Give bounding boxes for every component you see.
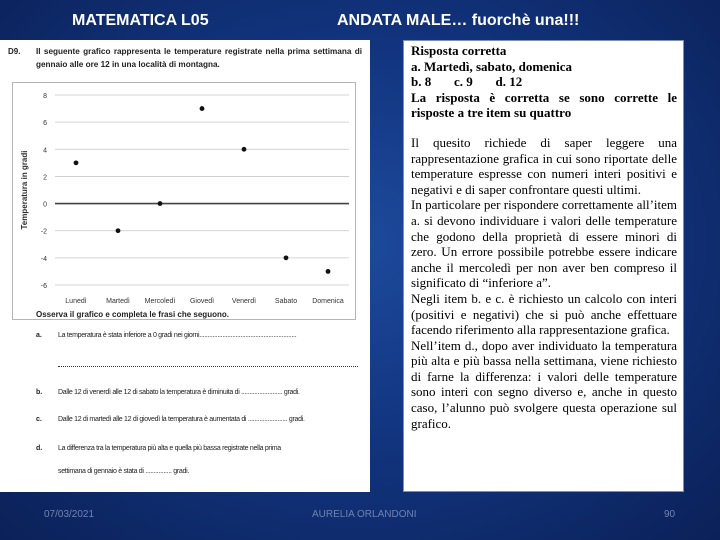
x-tick-label: Domenica bbox=[312, 298, 344, 305]
answer-paragraph-1: Il quesito richiede di saper leggere una rappresentazione grafica in cui sono riportate delle temperature espresse con numeri interi positivi e negativi e di saper confrontare questi ultimi. bbox=[411, 134, 677, 197]
temperature-chart bbox=[12, 82, 356, 320]
y-axis-label: Temperatura in gradi bbox=[20, 150, 29, 230]
data-point bbox=[74, 160, 79, 165]
data-point bbox=[200, 106, 205, 111]
question-panel bbox=[0, 40, 370, 492]
answer-line-a: a. Martedì, sabato, domenica bbox=[411, 58, 573, 74]
slide-title-right: ANDATA MALE… fuorchè una!!! bbox=[337, 12, 580, 29]
x-tick-label: Venerdì bbox=[231, 298, 257, 305]
data-point bbox=[116, 228, 121, 233]
y-tick-label: 2 bbox=[43, 174, 47, 182]
data-point bbox=[326, 269, 331, 274]
answer-paragraph-4: Nell’item d., dopo aver individuato la temperatura più alta e più bassa nella settimana, viene richiesto di farne la differenza: i valori delle temperature sono interi con segno diverso e, anche in questo caso, l’alunno può svolgere questa operazione sul grafico. bbox=[411, 337, 677, 431]
x-tick-label: Martedì bbox=[106, 298, 130, 305]
item-text: Dalle 12 di martedì alle 12 di giovedì la temperatura è aumentata di ........................ gradi. bbox=[58, 416, 305, 423]
item-letter: a. bbox=[36, 332, 42, 339]
item-letter: c. bbox=[36, 416, 42, 423]
chart-svg bbox=[13, 83, 355, 319]
y-tick-label: -2 bbox=[40, 228, 47, 236]
item-text: settimana di gennaio è stata di ................ gradi. bbox=[58, 468, 189, 475]
x-tick-label: Sabato bbox=[274, 298, 298, 305]
y-tick-label: 0 bbox=[43, 201, 47, 209]
answer-text bbox=[411, 43, 677, 431]
item-text: Dalle 12 di venerdì alle 12 di sabato la temperatura è diminuita di ......................... gradi. bbox=[58, 389, 300, 396]
item-text: La differenza tra la temperatura più alta e quella più bassa registrate nella prima bbox=[58, 445, 281, 452]
data-point bbox=[242, 147, 247, 152]
answer-panel bbox=[403, 40, 684, 492]
footer-page-number: 90 bbox=[664, 509, 676, 520]
answer-paragraph-3: Negli item b. e c. è richiesto un calcolo con interi (positivi e negativi) che si può anche effettuare facendo riferimento alla rappresentazione grafica. bbox=[411, 290, 677, 338]
exercise-instruction: Osserva il grafico e completa le frasi che seguono. bbox=[36, 310, 229, 319]
x-tick-label: Mercoledì bbox=[144, 298, 176, 305]
item-text: La temperatura è stata inferiore a 0 gradi nei giorni........................................................... bbox=[58, 332, 297, 339]
answer-line-bcd: b. 8 c. 9 d. 12 bbox=[411, 74, 523, 90]
data-point bbox=[158, 201, 163, 206]
y-tick-label: -6 bbox=[40, 283, 47, 290]
footer-author: AURELIA ORLANDONI bbox=[312, 509, 417, 520]
item-letter: b. bbox=[36, 389, 43, 396]
question-number: D9. bbox=[8, 47, 21, 56]
data-point bbox=[284, 255, 289, 260]
x-tick-label: Lunedì bbox=[65, 298, 87, 305]
y-tick-label: 6 bbox=[43, 120, 47, 128]
item-letter: d. bbox=[36, 445, 43, 452]
y-tick-label: 4 bbox=[43, 147, 47, 155]
footer-date: 07/03/2021 bbox=[44, 509, 95, 520]
answer-heading: Risposta corretta bbox=[411, 43, 507, 58]
y-tick-label: -4 bbox=[40, 255, 47, 263]
x-tick-label: Giovedì bbox=[189, 298, 215, 305]
answer-rule: La risposta è corretta se sono corrette le risposte a tre item su quattro bbox=[411, 89, 677, 121]
question-text: Il seguente grafico rappresenta le temperature registrate nella prima settimana di gennaio alle ore 12 in una località di montagna. bbox=[36, 47, 362, 69]
slide-title-left: MATEMATICA L05 bbox=[72, 12, 209, 29]
y-tick-label: 8 bbox=[43, 93, 47, 100]
answer-paragraph-2: In particolare per rispondere correttamente all’item a. si devono individuare i valori delle temperature che godono della proprietà di essere minori di zero. Un errore possibile potrebbe essere indicare anche il mercoledì per non aver ben compreso il significato di “inferiore a”. bbox=[411, 197, 678, 291]
answer-line bbox=[58, 366, 358, 367]
